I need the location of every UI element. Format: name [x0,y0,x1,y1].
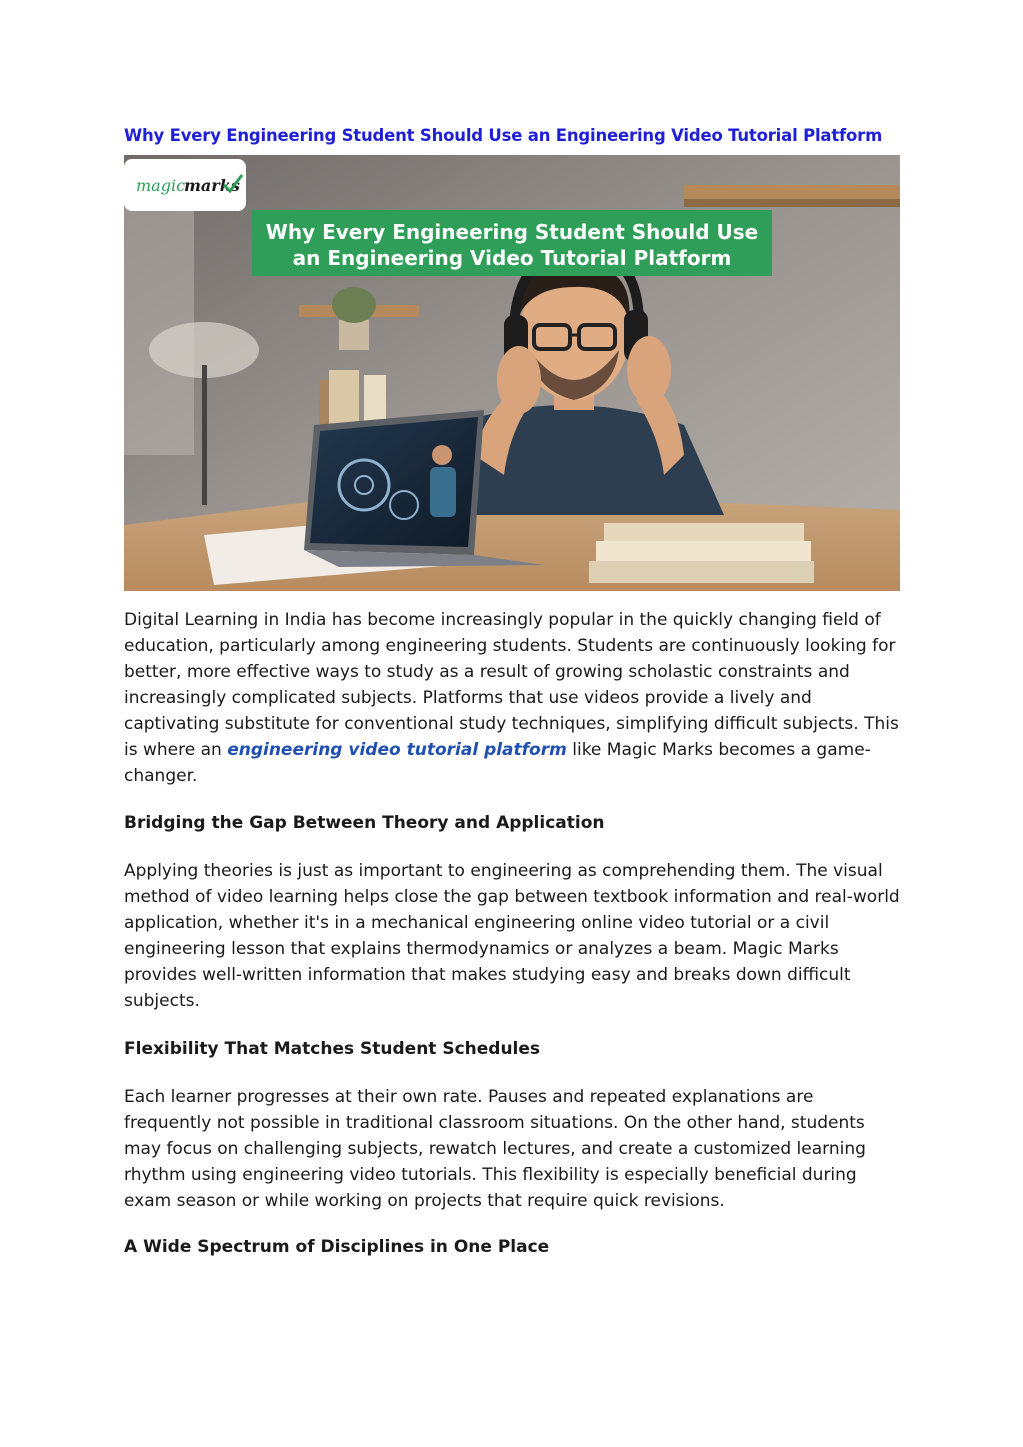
section-body-theory: Applying theories is just as important to engineering as comprehending them. The visual method of video learning helps close the gap between textbook information and real-world application, whether it's in a mechanical engineering online video tutorial or a civil engineering lesson that explains thermodynamics or analyzes a beam. Magic Marks provides well-written information that makes studying easy and breaks down difficult subjects. [124,861,900,1011]
banner-line-1: Why Every Engineering Student Should Use [265,220,759,244]
section-heading-flexibility: Flexibility That Matches Student Schedules [124,1039,541,1059]
section-heading-disciplines: A Wide Spectrum of Disciplines in One Place [124,1237,550,1257]
document-title: Why Every Engineering Student Should Use an Engineering Video Tutorial Platform [124,126,883,145]
section-body-flexibility: Each learner progresses at their own rate. Pauses and repeated explanations are frequently not possible in traditional classroom situations. On the other hand, students may focus on challenging subjects, rewatch lectures, and create a customized learning rhythm using engineering video tutorials. This flexibility is especially beneficial during exam season or while working on projects that require quick revisions. [124,1087,866,1211]
hero-image [124,155,900,591]
logo-magic-text: magic [136,176,186,195]
logo-marks-text: marks [184,176,240,195]
banner-line-2: an Engineering Video Tutorial Platform [292,246,732,270]
intro-text-before: Digital Learning in India has become increasingly popular in the quickly changing field of education, particularly among engineering students. Students are continuously looking for better, more effective ways to study as a result of growing scholastic constraints and increasingly complicated subjects. Platforms that use videos provide a lively and captivating substitute for conventional study techniques, simplifying difficult subjects. This is where an [124,610,899,760]
intro-text-after: like Magic Marks becomes a game-changer. [124,740,871,786]
engineering-platform-link[interactable]: engineering video tutorial platform [227,740,567,760]
section-heading-theory: Bridging the Gap Between Theory and Application [124,813,605,833]
intro-paragraph [124,607,900,789]
